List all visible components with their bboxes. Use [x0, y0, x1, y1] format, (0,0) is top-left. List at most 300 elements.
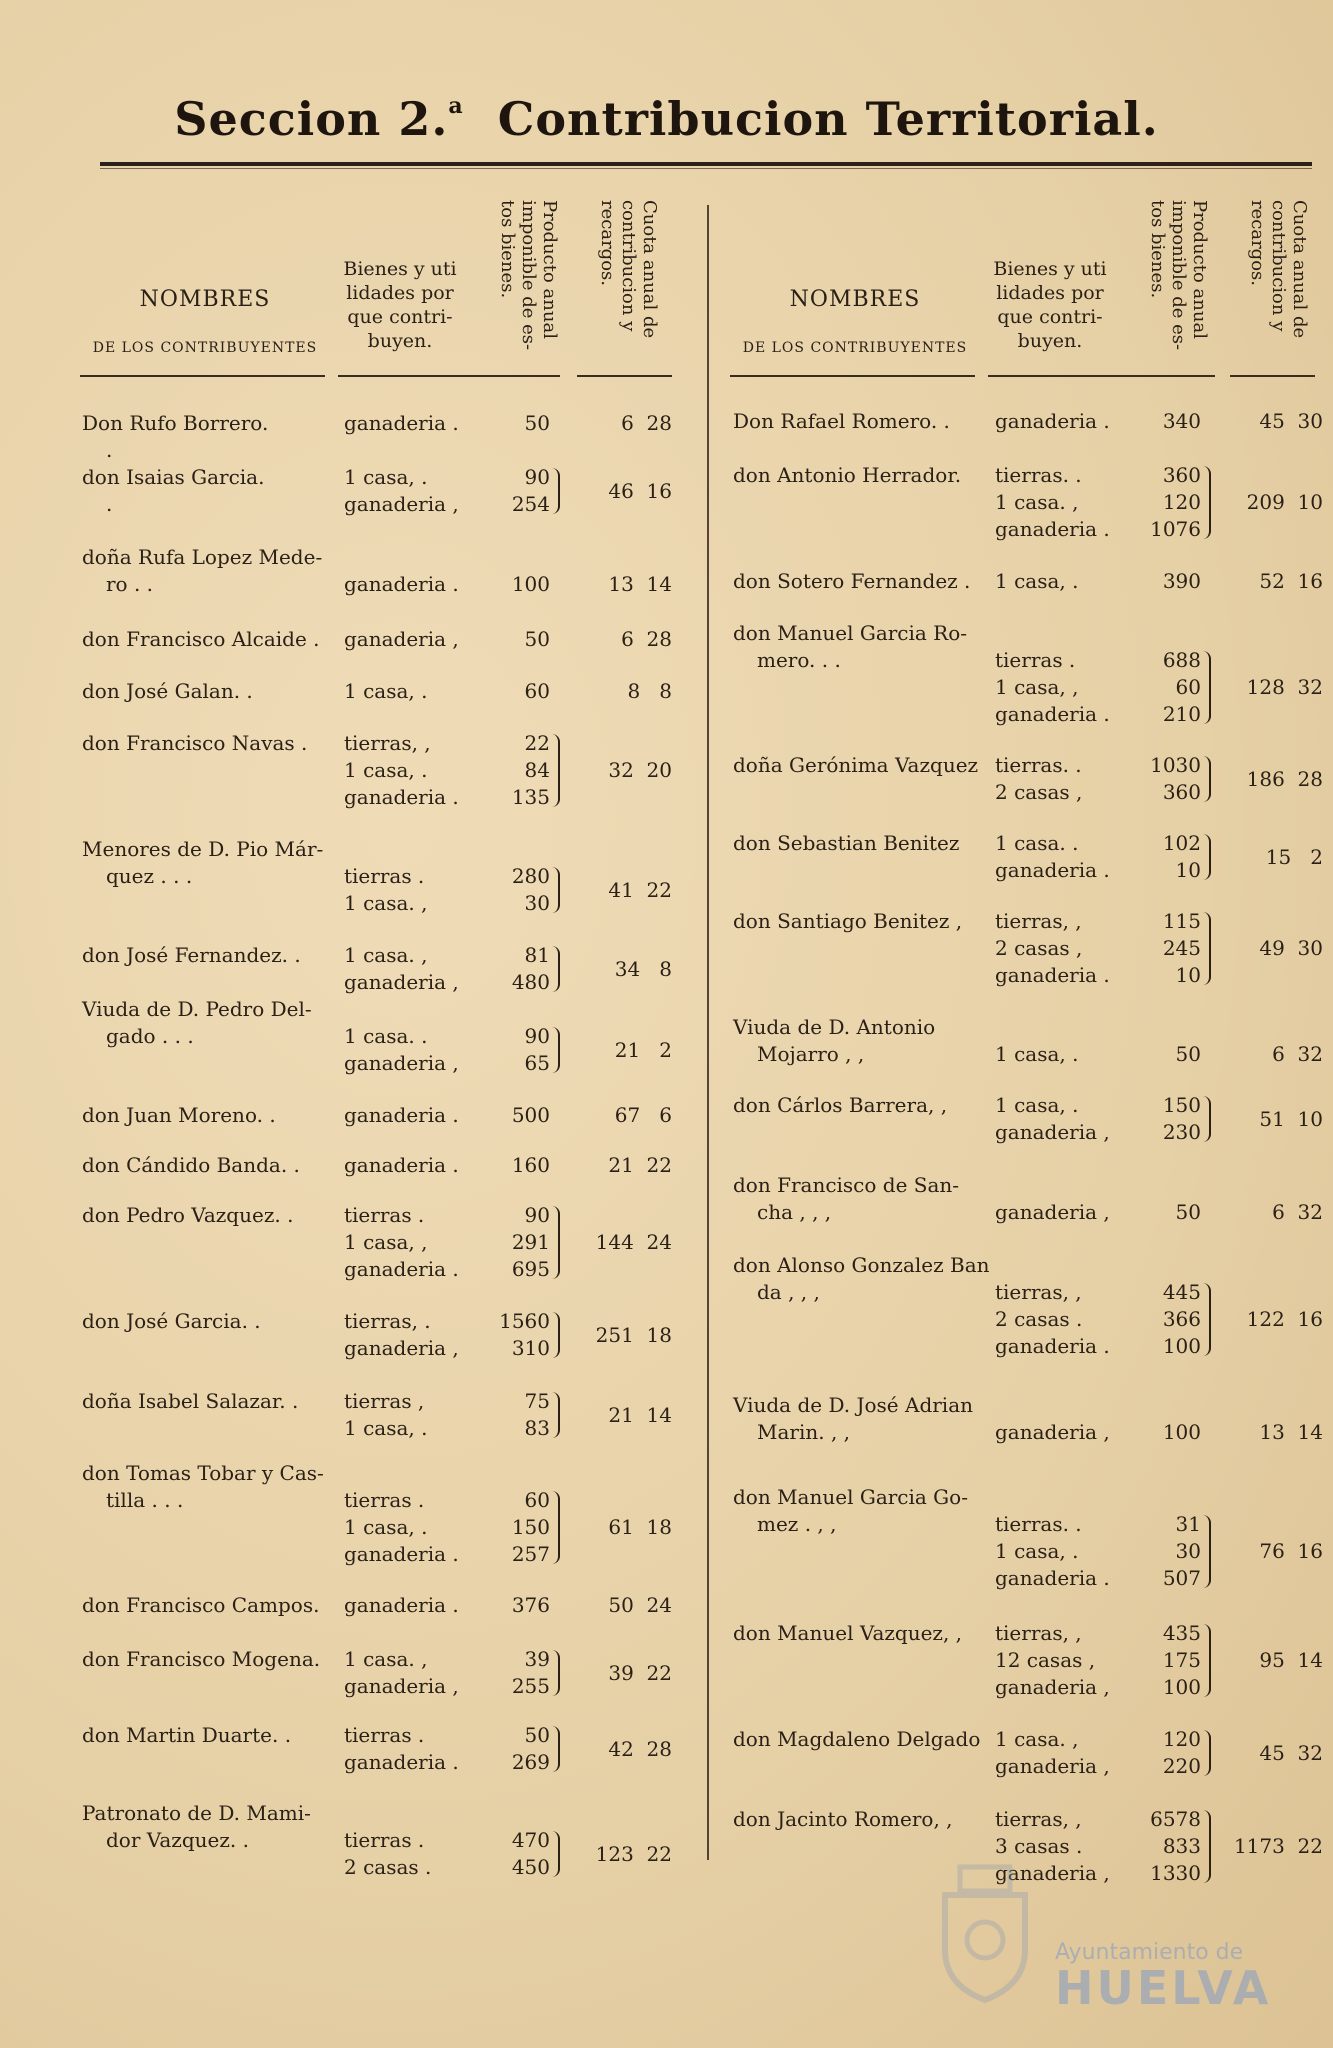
tax-amount: 42 28	[608, 1736, 672, 1761]
property-list	[995, 830, 1110, 884]
grouping-brace	[1203, 1624, 1211, 1697]
product-value: 39	[524, 1647, 550, 1671]
taxpayer-name-line: mero. . .	[757, 648, 841, 672]
taxpayer-name	[733, 568, 970, 595]
property-item	[995, 1172, 1110, 1199]
header-underline	[80, 375, 325, 377]
product-value: 695	[511, 1257, 550, 1281]
product-value: 291	[511, 1230, 550, 1254]
property-item: tierras, .	[344, 1309, 431, 1333]
taxpayer-name	[82, 410, 268, 464]
taxpayer-name-line: cha , , ,	[757, 1200, 832, 1224]
taxpayer-name-line: mez . , ,	[757, 1512, 837, 1536]
property-item: tierras. .	[995, 1512, 1082, 1536]
product-value: 10	[1175, 963, 1201, 987]
property-item: tierras. .	[995, 753, 1082, 777]
product-values	[482, 1308, 550, 1362]
tax-amount: 41 22	[608, 877, 672, 902]
property-item: 1 casa. ,	[344, 943, 428, 967]
product-values	[1133, 1726, 1201, 1780]
product-values	[1133, 1806, 1201, 1887]
product-value: 245	[1162, 936, 1201, 960]
product-value	[1133, 1392, 1201, 1419]
product-value: 366	[1162, 1307, 1201, 1331]
product-value: 10	[1175, 858, 1201, 882]
property-item: ganaderia .	[995, 409, 1110, 433]
bienes-header	[335, 195, 465, 437]
product-values	[1133, 620, 1201, 728]
product-value: 90	[524, 1203, 550, 1227]
header-underline	[577, 375, 672, 377]
property-list	[995, 1726, 1110, 1780]
product-values	[482, 996, 550, 1077]
taxpayer-name-line: don Cándido Banda. .	[82, 1153, 300, 1177]
tax-amount: 21 22	[608, 1153, 672, 1177]
taxpayer-name-line: Don Rafael Romero. .	[733, 409, 950, 433]
bienes-header-line: lidades por	[346, 282, 454, 304]
property-list	[344, 1646, 459, 1700]
property-item	[995, 1014, 1078, 1041]
property-item: ganaderia ,	[344, 492, 459, 516]
grouping-brace	[552, 867, 560, 913]
property-item: tierras. .	[995, 463, 1082, 487]
taxpayer-name	[733, 408, 950, 435]
grouping-brace	[552, 734, 560, 807]
tax-amount: 76 16	[1259, 1539, 1323, 1563]
taxpayer-name	[82, 626, 320, 653]
product-values	[482, 942, 550, 996]
product-value: 500	[511, 1103, 550, 1127]
tax-amount: 123 22	[595, 1841, 672, 1866]
property-item: tierras ,	[344, 1389, 425, 1413]
product-values	[1133, 752, 1201, 806]
property-list	[344, 1152, 459, 1179]
property-list	[344, 1592, 459, 1619]
product-value: 1076	[1150, 517, 1201, 541]
product-value	[482, 1800, 550, 1827]
product-value	[1133, 1172, 1201, 1199]
product-values	[482, 464, 550, 518]
property-item: ganaderia ,	[344, 1051, 459, 1075]
product-values	[1133, 1484, 1201, 1592]
taxpayer-name-line: .	[106, 492, 113, 516]
title-rule-thin	[100, 168, 1312, 169]
grouping-brace	[552, 1206, 560, 1279]
taxpayer-name	[82, 1592, 319, 1619]
taxpayer-name-line: doña Gerónima Vazquez	[733, 753, 979, 777]
taxpayer-name-line: don Juan Moreno. .	[82, 1103, 276, 1127]
tax-amount: 6 28	[621, 411, 672, 435]
taxpayer-name-line: doña Isabel Salazar. .	[82, 1389, 299, 1413]
grouping-brace	[552, 1491, 560, 1564]
taxpayer-name-line: don Tomas Tobar y Cas-	[82, 1461, 324, 1485]
taxpayer-name	[82, 1202, 293, 1229]
property-list	[344, 1460, 459, 1568]
product-values	[482, 1388, 550, 1442]
product-value: 376	[511, 1593, 550, 1617]
taxpayer-name-line: don José Garcia. .	[82, 1309, 261, 1333]
product-values	[1133, 408, 1201, 435]
product-values	[1133, 568, 1201, 595]
property-list	[344, 1308, 459, 1362]
taxpayer-name	[733, 1392, 973, 1446]
property-item: 1 casa, .	[344, 1515, 428, 1539]
taxpayer-name	[82, 1460, 324, 1514]
property-item: 3 casas .	[995, 1834, 1083, 1858]
property-item: 1 casa. ,	[995, 1727, 1079, 1751]
property-item: ganaderia ,	[344, 1674, 459, 1698]
product-value: 470	[511, 1828, 550, 1852]
tax-amount: 6 32	[1272, 1200, 1323, 1224]
tax-amount: 50 24	[608, 1593, 672, 1617]
product-value: 450	[511, 1855, 550, 1879]
cuota-header	[585, 200, 660, 375]
cuota-header-line: Cuota anual de	[639, 200, 660, 339]
grouping-brace	[1203, 756, 1211, 802]
product-value: 220	[1162, 1754, 1201, 1778]
tax-amount: 21 2	[614, 1037, 672, 1062]
product-value: 254	[511, 492, 550, 516]
property-item: 1 casa. ,	[344, 891, 428, 915]
property-list	[344, 942, 459, 996]
taxpayer-name	[733, 908, 962, 935]
watermark-line1: Ayuntamiento de	[1055, 1940, 1244, 1965]
property-item: 1 casa, .	[344, 679, 428, 703]
property-item: 1 casa, ,	[995, 675, 1079, 699]
property-item: tierras .	[344, 1828, 425, 1852]
grouping-brace	[1203, 1283, 1211, 1356]
product-value: 31	[1175, 1512, 1201, 1536]
taxpayer-name	[82, 1388, 298, 1415]
product-value: 30	[524, 891, 550, 915]
property-list	[344, 996, 459, 1077]
bienes-header-line: Bienes y uti	[993, 258, 1107, 280]
taxpayer-name	[733, 462, 961, 489]
taxpayer-name-line: don Pedro Vazquez. .	[82, 1203, 294, 1227]
taxpayer-name	[82, 730, 307, 757]
tax-amount: 251 18	[595, 1322, 672, 1347]
taxpayer-name	[82, 1152, 300, 1179]
tax-amount: 61 18	[608, 1515, 672, 1539]
property-list	[344, 626, 459, 653]
taxpayer-name-line: Viuda de D. Pedro Del-	[82, 997, 312, 1021]
product-value	[482, 544, 550, 571]
product-value: 50	[524, 1723, 550, 1747]
taxpayer-name-line: don Antonio Herrador.	[733, 463, 962, 487]
product-value: 100	[511, 572, 550, 596]
product-value: 115	[1162, 909, 1201, 933]
product-value: 340	[1162, 409, 1201, 433]
property-item: 2 casas ,	[995, 936, 1083, 960]
property-item: tierras .	[344, 864, 425, 888]
property-item: tierras, ,	[995, 1280, 1082, 1304]
grouping-brace	[552, 468, 560, 514]
product-value: 6578	[1150, 1807, 1201, 1831]
property-list	[995, 620, 1110, 728]
property-list	[344, 1800, 431, 1881]
product-value: 833	[1162, 1834, 1201, 1858]
producto-header-line: tos bienes.	[1147, 200, 1168, 299]
tax-amount: 13 14	[608, 572, 672, 596]
taxpayer-name-line: .	[106, 438, 113, 462]
product-value: 84	[524, 758, 550, 782]
property-item: ganaderia ,	[344, 1336, 459, 1360]
product-value: 507	[1162, 1566, 1201, 1590]
taxpayer-name-line: dor Vazquez. .	[106, 1828, 249, 1852]
property-item: ganaderia ,	[344, 627, 459, 651]
taxpayer-name	[733, 752, 978, 779]
property-item: 1 casa, .	[995, 1093, 1079, 1117]
property-item	[995, 1252, 1110, 1279]
tax-amount: 6 28	[621, 627, 672, 651]
property-item: tierras, ,	[995, 1807, 1082, 1831]
product-value: 160	[511, 1153, 550, 1177]
taxpayer-name	[733, 1014, 935, 1068]
product-values	[482, 410, 550, 437]
property-item: tierras .	[344, 1488, 425, 1512]
grouping-brace	[1203, 834, 1211, 880]
product-value	[482, 1460, 550, 1487]
taxpayer-name-line: ro . .	[106, 572, 154, 596]
property-item	[344, 836, 427, 863]
tax-amount: 49 30	[1259, 936, 1323, 960]
property-item: 1 casa, .	[344, 758, 428, 782]
product-value: 255	[511, 1674, 550, 1698]
taxpayer-name	[82, 1800, 311, 1854]
product-values	[1133, 1252, 1201, 1360]
producto-header	[1135, 200, 1210, 375]
producto-header-line: Producto anual	[539, 200, 560, 339]
product-value: 390	[1162, 569, 1201, 593]
product-value: 102	[1162, 831, 1201, 855]
property-list	[344, 464, 459, 518]
bienes-header-line: buyen.	[1017, 330, 1083, 352]
page-title	[0, 92, 1333, 146]
product-value: 22	[524, 731, 550, 755]
product-value: 90	[524, 465, 550, 489]
grouping-brace	[1203, 651, 1211, 724]
tax-amount: 34 8	[614, 956, 672, 981]
property-item	[995, 620, 1110, 647]
product-values	[482, 1800, 550, 1881]
product-values	[1133, 1092, 1201, 1146]
property-item: 1 casa, ,	[344, 1230, 428, 1254]
column-divider	[707, 205, 709, 1860]
product-value: 50	[1175, 1200, 1201, 1224]
tax-amount: 45 32	[1259, 1740, 1323, 1765]
producto-header-line: tos bienes.	[497, 200, 518, 299]
tax-amount: 1173 22	[1233, 1834, 1323, 1858]
producto-header	[485, 200, 560, 375]
property-list	[995, 1392, 1110, 1446]
grouping-brace	[552, 1312, 560, 1358]
taxpayer-name-line: tilla . . .	[106, 1488, 184, 1512]
product-values	[1133, 908, 1201, 989]
taxpayer-name-line: Viuda de D. Antonio	[733, 1015, 936, 1039]
product-values	[1133, 1620, 1201, 1701]
property-item: ganaderia ,	[995, 1200, 1110, 1224]
taxpayer-name-line: don Sebastian Benitez	[733, 831, 960, 855]
producto-header-line: Producto anual	[1189, 200, 1210, 339]
property-item: ganaderia .	[344, 1750, 459, 1774]
product-value: 210	[1162, 702, 1201, 726]
grouping-brace	[552, 1650, 560, 1696]
cuota-header-line: contribucion y	[1268, 200, 1289, 332]
property-item: 1 casa. ,	[344, 1647, 428, 1671]
property-item	[995, 1484, 1110, 1511]
tax-amount: 8 8	[627, 679, 672, 703]
property-item: 1 casa. ,	[995, 490, 1079, 514]
cuota-header-line: contribucion y	[618, 200, 639, 332]
product-value: 50	[524, 411, 550, 435]
cuota-header-line: Cuota anual de	[1289, 200, 1310, 339]
taxpayer-name-line: don José Galan. .	[82, 679, 253, 703]
product-value: 280	[511, 864, 550, 888]
property-item: 1 casa, .	[995, 1539, 1079, 1563]
product-values	[482, 1460, 550, 1568]
title-rest: Contribucion Territorial.	[497, 92, 1159, 146]
grouping-brace	[552, 1831, 560, 1877]
taxpayer-name-line: da , , ,	[757, 1280, 820, 1304]
taxpayer-name-line: don José Fernandez. .	[82, 943, 301, 967]
product-value: 50	[524, 627, 550, 651]
taxpayer-name	[733, 830, 959, 857]
product-values	[482, 730, 550, 811]
property-item: ganaderia .	[344, 572, 459, 596]
taxpayer-name-line: Don Rufo Borrero.	[82, 411, 269, 435]
product-value: 120	[1162, 1727, 1201, 1751]
taxpayer-name	[82, 1646, 320, 1673]
product-value: 100	[1162, 1675, 1201, 1699]
product-value: 65	[524, 1051, 550, 1075]
property-item: ganaderia ,	[995, 1861, 1110, 1885]
product-value	[482, 836, 550, 863]
grouping-brace	[1203, 1096, 1211, 1142]
taxpayer-name	[733, 1726, 980, 1753]
taxpayer-name-line: doña Rufa Lopez Mede-	[82, 545, 323, 569]
property-item	[995, 1392, 1110, 1419]
product-values	[482, 1592, 550, 1619]
grouping-brace	[552, 1027, 560, 1073]
taxpayer-name-line: don Francisco de San-	[733, 1173, 960, 1197]
product-values	[482, 544, 550, 598]
product-values	[1133, 1392, 1201, 1446]
property-item: 12 casas ,	[995, 1648, 1096, 1672]
property-item: ganaderia ,	[995, 1120, 1110, 1144]
property-item: ganaderia .	[344, 411, 459, 435]
property-item: 1 casa, .	[344, 465, 428, 489]
taxpayer-name	[82, 678, 253, 705]
taxpayer-name-line: don Santiago Benitez ,	[733, 909, 963, 933]
cuota-header-line: recargos.	[1247, 200, 1268, 286]
property-item	[344, 1460, 459, 1487]
taxpayer-name-line: don Isaias Garcia.	[82, 465, 265, 489]
product-value: 257	[511, 1542, 550, 1566]
property-item: ganaderia .	[995, 1566, 1110, 1590]
taxpayer-name	[733, 1172, 959, 1226]
property-item: tierras, ,	[995, 1621, 1082, 1645]
tax-amount: 15 2	[1265, 844, 1323, 869]
taxpayer-name-line: Viuda de D. José Adrian	[733, 1393, 974, 1417]
product-value: 100	[1162, 1334, 1201, 1358]
property-item: ganaderia ,	[995, 1675, 1110, 1699]
property-list	[995, 1620, 1110, 1701]
property-item: ganaderia .	[995, 702, 1110, 726]
tax-amount: 95 14	[1259, 1648, 1323, 1672]
taxpayer-name	[82, 1102, 276, 1129]
tax-amount: 46 16	[608, 478, 672, 503]
property-item	[344, 1800, 431, 1827]
product-values	[482, 1152, 550, 1179]
product-values	[1133, 1014, 1201, 1068]
producto-header-line: imponible de es-	[518, 200, 539, 351]
tax-amount: 209 10	[1246, 490, 1323, 514]
tax-amount: 186 28	[1246, 766, 1323, 791]
property-item: 2 casas .	[995, 1307, 1083, 1331]
property-list	[344, 1722, 459, 1776]
property-list	[344, 544, 459, 598]
product-value: 150	[511, 1515, 550, 1539]
taxpayer-name	[82, 996, 312, 1050]
taxpayer-name-line: Marin. , ,	[757, 1420, 851, 1444]
property-list	[344, 410, 459, 437]
product-value: 100	[1162, 1420, 1201, 1444]
taxpayer-name	[82, 544, 322, 598]
names-header	[730, 195, 980, 375]
taxpayer-name	[82, 464, 264, 518]
property-list	[344, 730, 459, 811]
bienes-header-line: que contri-	[347, 306, 453, 328]
taxpayer-name-line: don Manuel Vazquez, ,	[733, 1621, 963, 1645]
property-item: tierras .	[344, 1203, 425, 1227]
taxpayer-name	[733, 1620, 962, 1647]
product-value: 230	[1162, 1120, 1201, 1144]
grouping-brace	[1203, 1810, 1211, 1883]
product-values	[482, 836, 550, 917]
tax-amount: 6 32	[1272, 1042, 1323, 1066]
tax-amount: 51 10	[1259, 1106, 1323, 1131]
taxpayer-name-line: don Martin Duarte. .	[82, 1723, 292, 1747]
header-underline	[1135, 375, 1215, 377]
title-rule	[100, 162, 1312, 166]
product-value	[1133, 620, 1201, 647]
tax-amount: 32 20	[608, 758, 672, 782]
taxpayer-name	[82, 836, 323, 890]
product-values	[482, 1646, 550, 1700]
title-sup: a	[448, 93, 464, 119]
property-item: tierras, ,	[344, 731, 431, 755]
property-item: ganaderia .	[344, 785, 459, 809]
taxpayer-name-line: Patronato de D. Mami-	[82, 1801, 311, 1825]
product-values	[482, 626, 550, 653]
taxpayer-name-line: don Francisco Alcaide .	[82, 627, 320, 651]
product-value: 175	[1162, 1648, 1201, 1672]
product-value: 150	[1162, 1093, 1201, 1117]
property-item: ganaderia .	[995, 963, 1110, 987]
product-value: 83	[524, 1416, 550, 1440]
grouping-brace	[552, 946, 560, 992]
property-list	[995, 408, 1110, 435]
tax-amount: 39 22	[608, 1660, 672, 1685]
tax-amount: 13 14	[1259, 1420, 1323, 1444]
grouping-brace	[1203, 466, 1211, 539]
property-list	[344, 836, 427, 917]
product-value: 1330	[1150, 1861, 1201, 1885]
names-header-big: NOMBRES	[789, 287, 921, 312]
taxpayer-name	[733, 1252, 990, 1306]
taxpayer-name-line: don Jacinto Romero, ,	[733, 1807, 953, 1831]
product-values	[1133, 1172, 1201, 1226]
